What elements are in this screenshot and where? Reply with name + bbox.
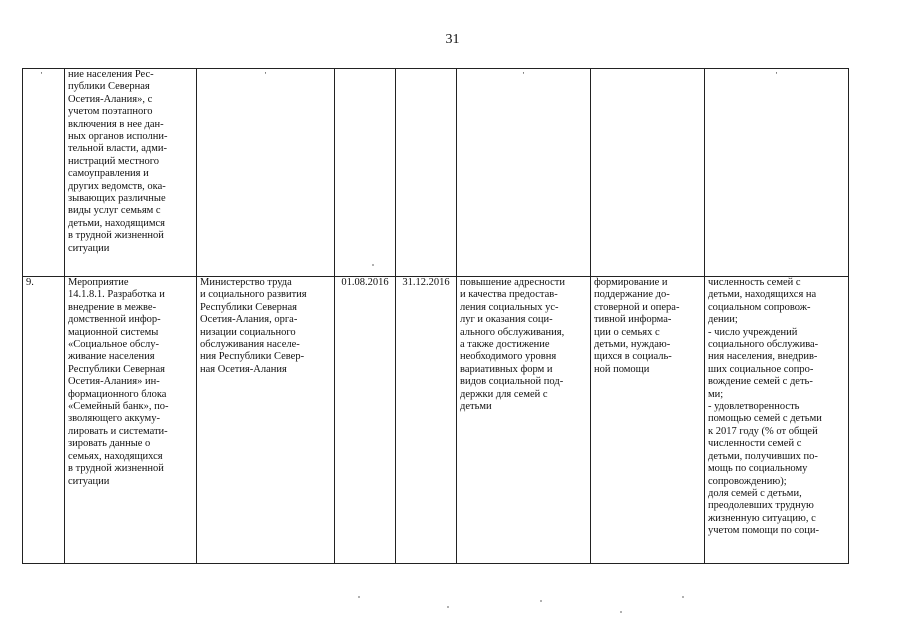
indicators-cell: численность семей с детьми, находящихся на социальном сопровож- дении; - число учреждений социального обслужива- ния населения, внедрив- ших социальное сопро- вождение семей с деть- ми; - удовлетворенность помощью семей с детьми к 2017 году (% от общей численности семей с детьми, получивших по- мощь по социальному сопровождению); доля семей с детьми, преодолевших трудную жизненную ситуацию, с учетом помощи по соци- — [705, 277, 849, 564]
result-cell: · — [457, 69, 591, 277]
table-row — [23, 69, 849, 277]
goal-cell: формирование и поддержание до- стоверной и опера- тивной информа- ции о семьях с детьми, нуждаю- щихся в социаль- ной помощи — [591, 277, 705, 564]
end-date-cell: 31.12.2016 — [396, 277, 457, 564]
activity-cell: ние населения Рес- публики Северная Осетия-Алания», с учетом поэтапного включения в нее дан- ных органов исполни- тельной власти, адми- нистраций местного самоуправления и других ведомств, ока- зывающих различные виды услуг семьям с детьми, находящимся в трудной жизненной ситуации — [65, 69, 197, 277]
row-number-cell: · — [23, 69, 65, 277]
indicators-cell: · — [705, 69, 849, 277]
start-date-cell — [335, 69, 396, 277]
executor-cell: Министерство труда и социального развития Республики Северная Осетия-Алания, орга- низации социального обслуживания населе- ния Республики Север- ная Осетия-Алания — [197, 277, 335, 564]
result-cell: повышение адресности и качества предостав- ления социальных ус- луг и оказания соци- ального обслуживания, а также достижение необходимого уровня вариативных форм и видов социальной под- держки для семей с детьми — [457, 277, 591, 564]
activity-cell: Мероприятие 14.1.8.1. Разработка и внедрение в межве- домственной инфор- мационной системы «Социальное обслу- живание населения Республики Северная Осетия-Алания» ин- формационного блока «Семейный банк», по- зволяющего аккуму- лировать и системати- зировать данные о семьях, находящихся в трудной жизненной ситуации — [65, 277, 197, 564]
executor-cell: · — [197, 69, 335, 277]
end-date-cell — [396, 69, 457, 277]
goal-cell — [591, 69, 705, 277]
page-number: 31 — [445, 32, 460, 47]
start-date-cell: 01.08.2016 — [335, 277, 396, 564]
row-number-cell: 9. — [23, 277, 65, 564]
measures-table — [22, 68, 849, 564]
table-row — [23, 277, 849, 564]
